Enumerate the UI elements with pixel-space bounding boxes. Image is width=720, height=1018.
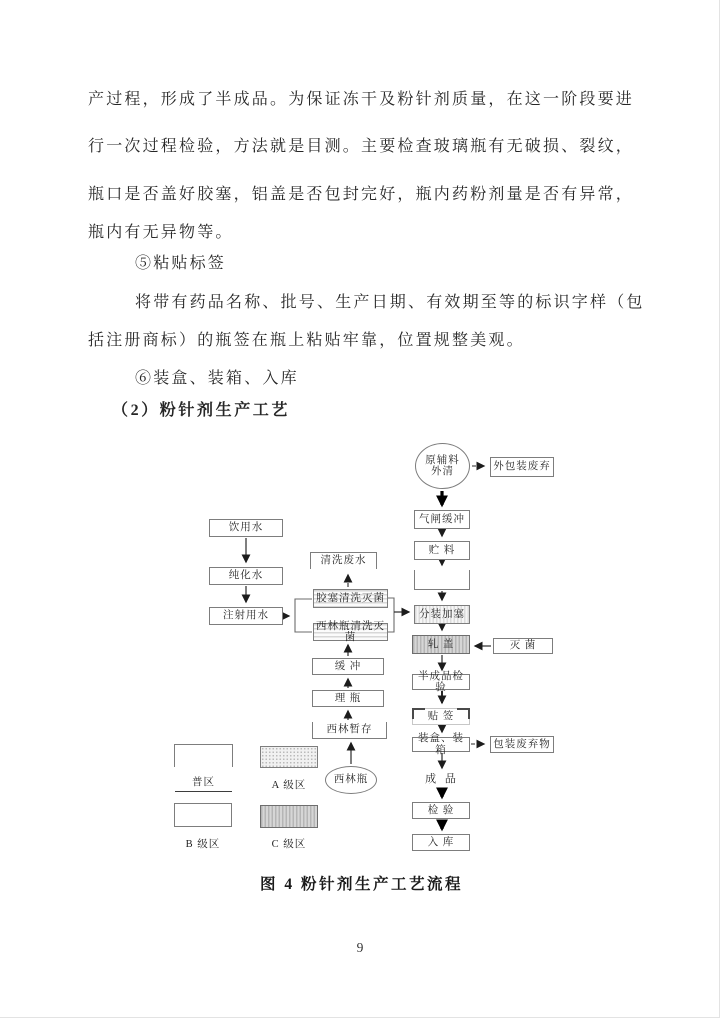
node-warehousing: 入 库 [412,834,470,851]
list-item-5-heading: ⑤粘贴标签 [135,255,227,272]
paragraph-line: 将带有药品名称、批号、生产日期、有效期至等的标识字样（包 [135,294,645,311]
node-vial-washing: 西林瓶清洗灭菌 [313,623,388,641]
node-purified-water: 纯化水 [209,567,283,585]
legend-label-general-area: 普区 [175,774,232,792]
node-buffer: 缓 冲 [312,658,384,675]
node-raw-material-cleaning [415,443,470,489]
node-empty-process-box [414,570,470,590]
node-sterilization: 灭 菌 [493,638,553,654]
legend-label-grade-c: C 级区 [271,839,307,850]
legend-label-grade-b: B 级区 [185,839,221,850]
node-boxing-packing: 装盒、装箱 [412,737,470,752]
node-material-storage: 贮 料 [414,541,470,560]
paragraph-line: 瓶口是否盖好胶塞，铝盖是否包封完好，瓶内药粉剂量是否有异常， [88,186,635,203]
node-semi-product-inspection: 半成品检验 [412,674,470,690]
section-heading: （2）粉针剂生产工艺 [112,402,291,419]
node-finished-product: 成 品 [425,772,459,785]
legend-symbol-grade-a [260,746,318,768]
node-vial-temp-storage: 西林暂存 [312,722,387,739]
legend-symbol-grade-c [260,805,318,828]
node-filling-stoppering: 分装加塞 [414,605,470,624]
node-inspection: 检 验 [412,802,470,819]
node-stopper-washing: 胶塞清洗灭菌 [313,589,388,608]
node-injection-water: 注射用水 [209,607,283,625]
node-label: 原辅料 [425,454,460,466]
node-packaging-waste: 包装废弃物 [490,736,554,753]
legend-label-grade-a: A 级区 [271,780,307,791]
node-label: 外清 [431,466,454,477]
legend-symbol-general-area [174,744,233,767]
node-labeling: 贴 签 [412,708,470,725]
paragraph-line: 瓶内有无异物等。 [88,224,234,241]
figure-caption: 图 4 粉针剂生产工艺流程 [260,876,464,893]
node-bottle-arranging: 理 瓶 [312,690,384,707]
node-airlock-buffer: 气闸缓冲 [414,510,470,529]
node-drinking-water: 饮用水 [209,519,283,537]
node-capping: 轧 盖 [412,635,470,654]
paragraph-line: 括注册商标）的瓶签在瓶上粘贴牢靠，位置规整美观。 [88,332,525,349]
node-vial: 西林瓶 [325,766,377,794]
node-washing-wastewater: 清洗废水 [310,552,377,569]
legend-symbol-grade-b [174,803,232,827]
node-outer-packaging-waste: 外包装废弃 [490,457,554,477]
paragraph-line: 行一次过程检验，方法就是目测。主要检查玻璃瓶有无破损、裂纹， [88,138,635,155]
paragraph-line: 产过程，形成了半成品。为保证冻干及粉针剂质量，在这一阶段要进 [88,91,635,108]
page-number: 9 [356,940,364,955]
list-item-6-heading: ⑥装盒、装箱、入库 [135,370,299,387]
